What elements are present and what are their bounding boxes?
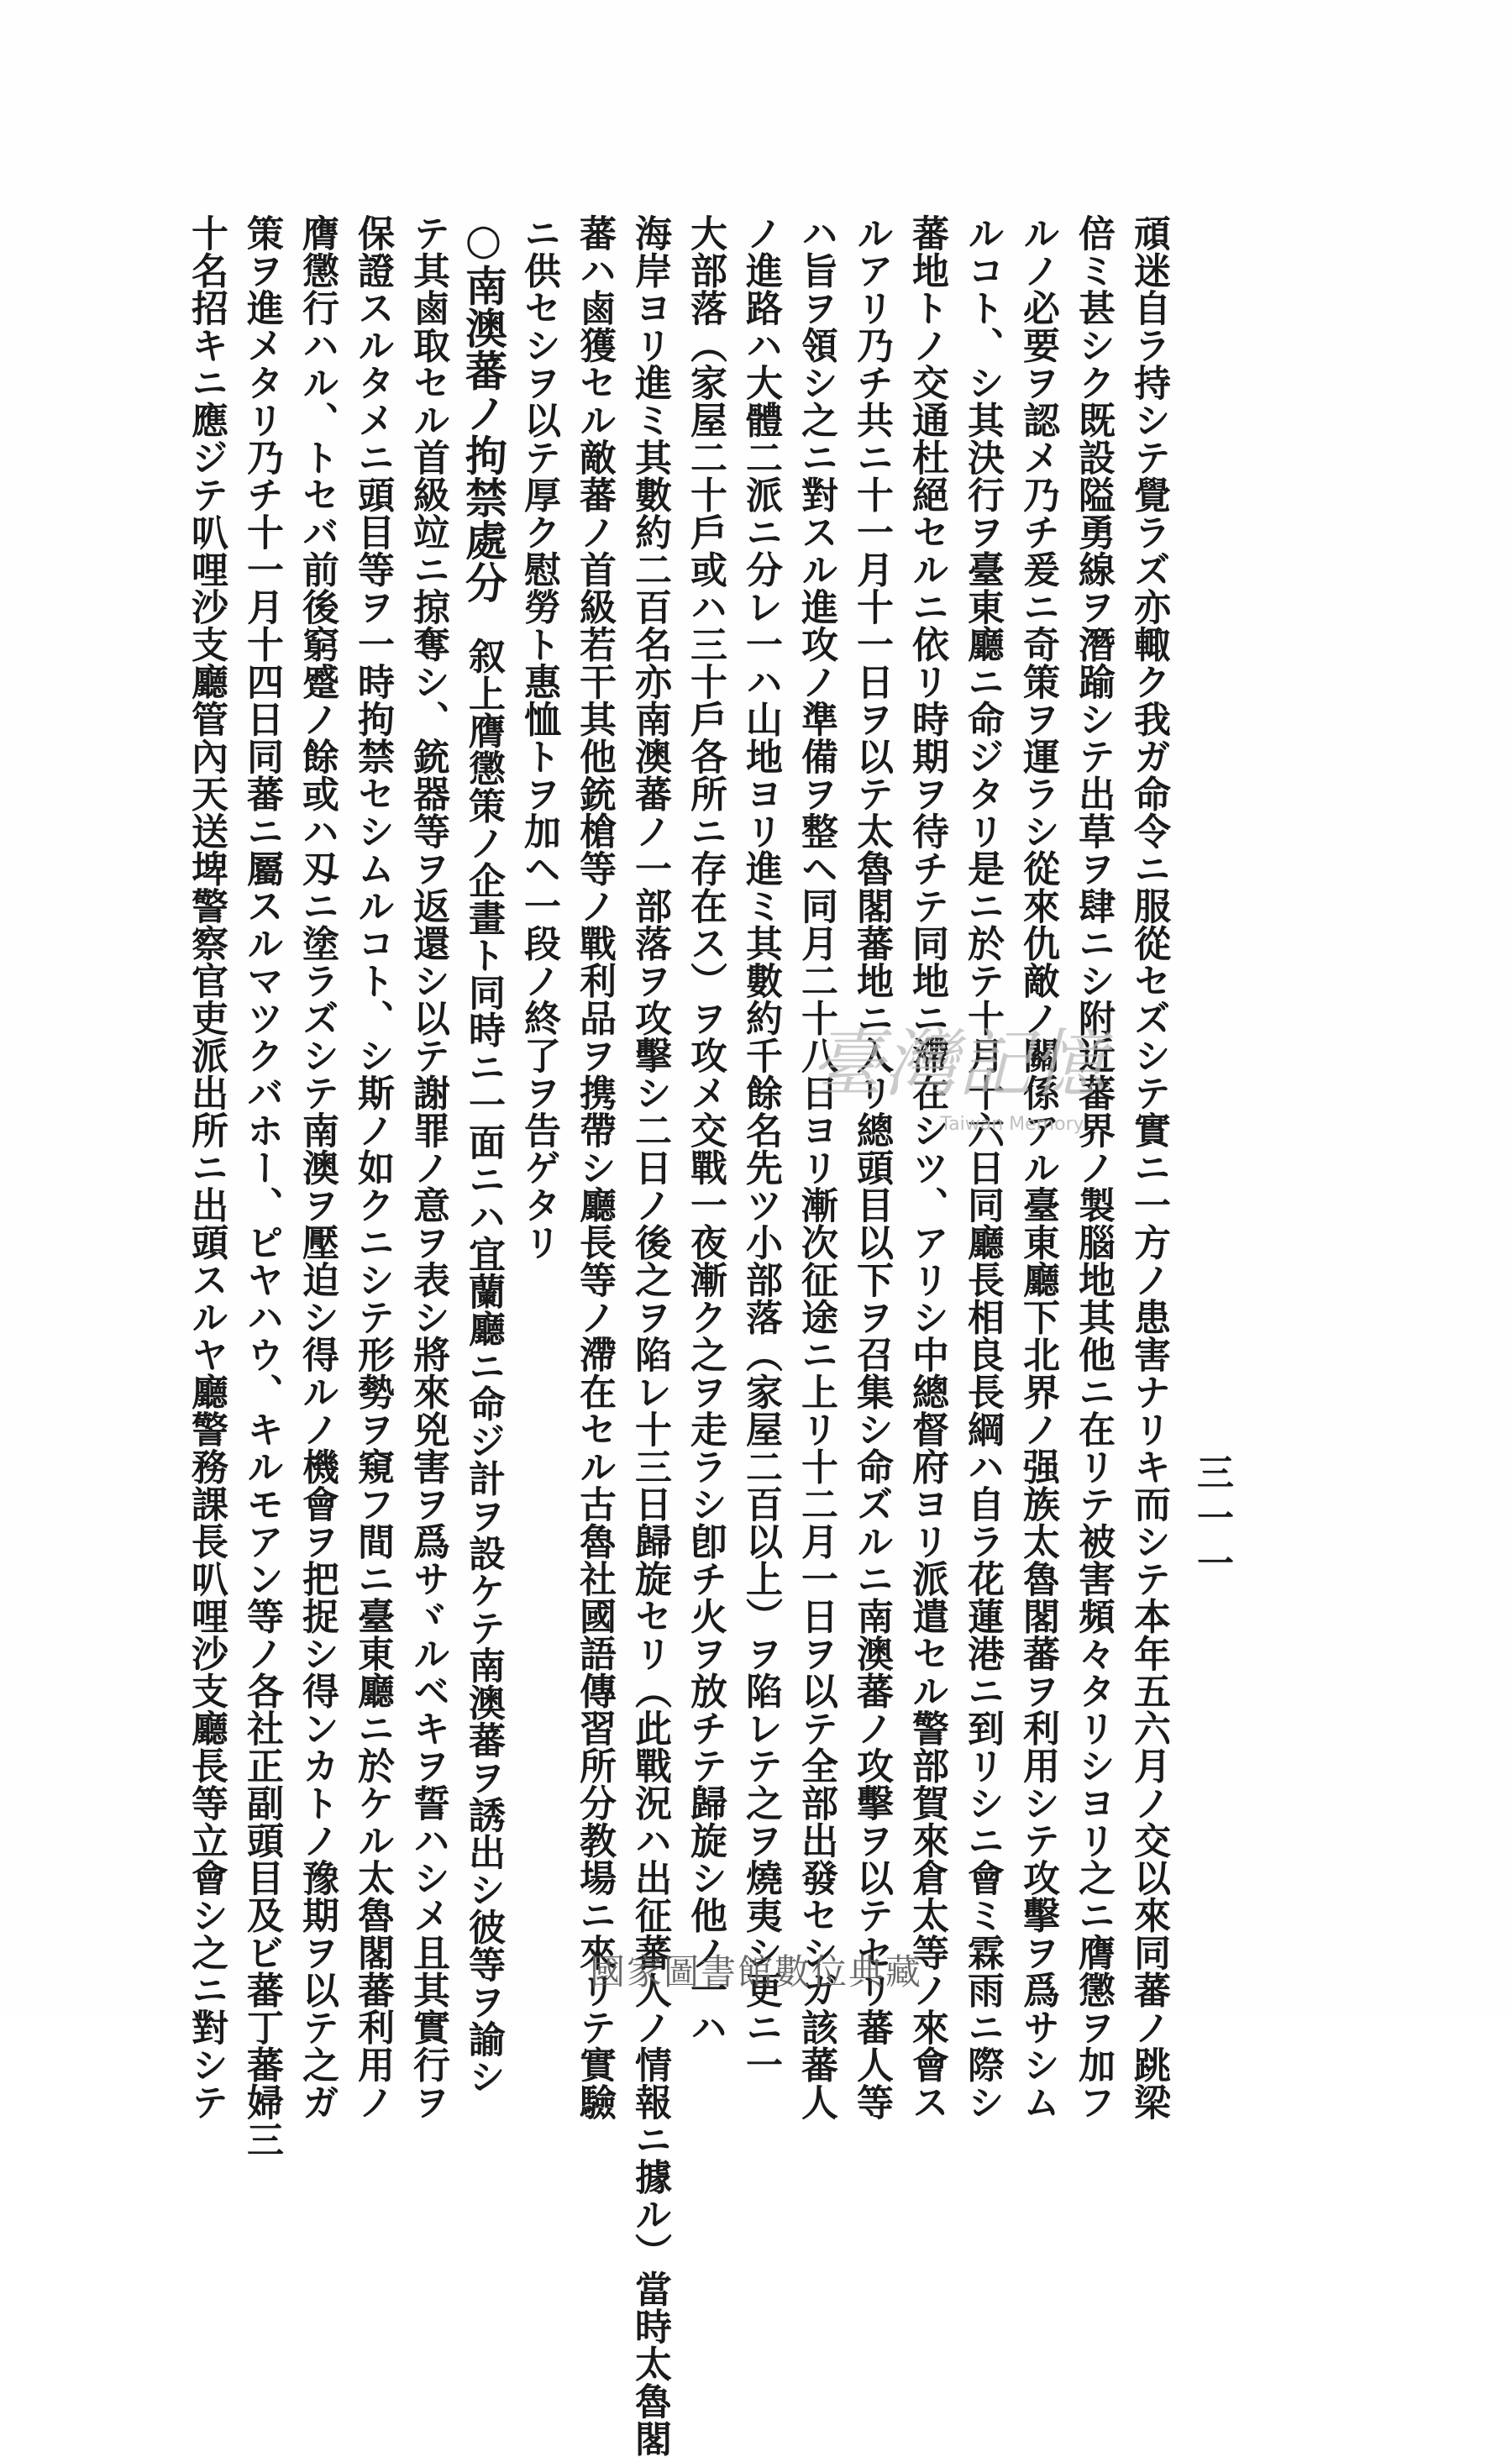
text-column: 蕃地トノ交通杜絕セルニ依リ時期ヲ待チテ同地ニ滯在シツ、アリシ中總督府ヨリ派遣セル警部賀來倉太等ノ來會ス: [906, 214, 948, 2121]
watermark-text: 臺灣記憶: [809, 1021, 1106, 1107]
text-column: ニ供セシヲ以テ厚ク慰勞ト惠恤トヲ加ヘ一段ノ終了ヲ告ゲタリ: [517, 214, 560, 1261]
text-column: ルコト、シ其決行ヲ臺東廳ニ命ジタリ是ニ於テ十月十六日同廳長相良長綱ハ自ラ花蓮港ニ到リシニ會ミ霖雨ニ際シ: [961, 214, 1004, 2121]
text-column: テ其鹵取セル首級竝ニ掠奪シ、銃器等ヲ返還シ以テ謝罪ノ意ヲ表シ將來兇害ヲ爲サヾルベキヲ誓ハシメ且其實行ヲ: [407, 214, 449, 2121]
section-heading: ○南澳蕃ノ拘禁處分: [459, 214, 508, 604]
text-column: 保證スルタメニ頭目等ヲ一時拘禁セシムルコト、シ斯ノ如クニシテ形勢ヲ窺フ間ニ臺東廳ニ於ケル太魯閣蕃利用ノ: [351, 214, 394, 2121]
page-number: 三一一: [1190, 1453, 1233, 1589]
text-column: ルアリ乃チ共ニ十一月十一日ヲ以テ太魯閣蕃地ニ入リ總頭目以下ヲ召集シ命ズルニ南澳蕃ノ攻擊ヲ以テセリ蕃人等: [850, 214, 893, 2121]
text-column: 海岸ヨリ進ミ其數約二百名亦南澳蕃ノ一部落ヲ攻擊シ二日ノ後之ヲ陷レ十三日歸旋セリ（此戰況ハ出征蕃人ノ情報ニ據ル）當時太魯閣: [628, 214, 671, 2457]
text-column: 膺懲行ハル、トセバ前後窮蹙ノ餘或ハ刄ニ塗ラズシテ南澳ヲ壓迫シ得ルノ機會ヲ把捉シ得ンカトノ豫期ヲ以テ之ガ: [296, 214, 339, 2121]
text-column: 叙上膺懲策ノ企畫ト同時ニ一面ニハ宜蘭廳ニ命ジ計ヲ設ケテ南澳蕃ヲ誘出シ彼等ヲ諭シ: [462, 637, 505, 2095]
text-column: 十名招キニ應ジテ叭哩沙支廳管內天送埤警察官吏派出所ニ出頭スルヤ廳警務課長叭哩沙支廳長等立會シ之ニ對シテ: [185, 214, 228, 2121]
text-column: 倍ミ甚シク既設隘勇線ヲ潛踰シテ出草ヲ肆ニシ附近蕃界ノ製腦地其他ニ在リテ被害頻々タリシヨリ之ニ膺懲ヲ加フ: [1072, 214, 1115, 2121]
text-column: ハ旨ヲ領シ之ニ對スル進攻ノ準備ヲ整ヘ同月二十八日ヨリ漸次征途ニ上リ十二月一日ヲ以テ全部出發セシガ該蕃人: [795, 214, 837, 2121]
text-column: ノ進路ハ大體二派ニ分レ一ハ山地ヨリ進ミ其數約千餘名先ツ小部落（家屋二百以上）ヲ陷レテ之ヲ燒夷シ更ニ一: [739, 214, 782, 2083]
text-column: 策ヲ進メタリ乃チ十一月十四日同蕃ニ屬スルマツクバホー、ピヤハウ、キルモアン等ノ各社正副頭目及ビ蕃丁蕃婦三: [240, 214, 283, 2158]
text-column: 頑迷自ラ持シテ覺ラズ亦輙ク我ガ命令ニ服從セズシテ實ニ一方ノ患害ナリキ而シテ本年五六月ノ交以來同蕃ノ跳梁: [1127, 214, 1170, 2121]
footer-credit: 國家圖書館數位典藏: [589, 1951, 922, 1992]
watermark-subtext: Taiwan Memory: [940, 1114, 1084, 1135]
text-column: 大部落（家屋二十戶或ハ三十戶各所ニ存在ス）ヲ攻メ交戰一夜漸ク之ヲ走ラシ卽チ火ヲ放チテ歸旋シ他ノ一ハ: [684, 214, 727, 2046]
text-column: ルノ必要ヲ認メ乃チ爰ニ奇策ヲ運ラシ從來仇敵ノ關係アル臺東廳下北界ノ强族太魯閣蕃ヲ利用シテ攻擊ヲ爲サシム: [1016, 214, 1059, 2121]
text-column: 蕃ハ鹵獲セル敵蕃ノ首級若干其他銃槍等ノ戰利品ヲ携帶シ廳長等ノ滯在セル古魯社國語傳習所分教場ニ來リテ實驗: [573, 214, 616, 2121]
text-column-heading: [455, 214, 511, 2095]
